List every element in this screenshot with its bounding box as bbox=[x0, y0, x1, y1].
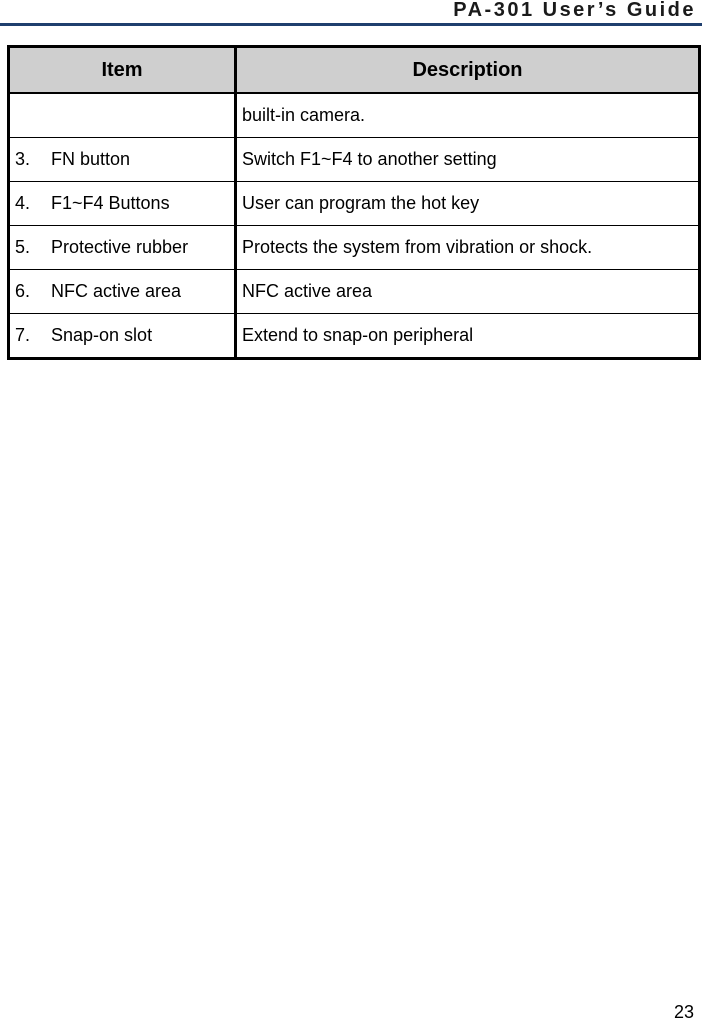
table-cell-description: NFC active area bbox=[236, 270, 700, 314]
item-label: Protective rubber bbox=[51, 237, 189, 257]
table-row bbox=[9, 226, 700, 270]
item-number: 3. bbox=[15, 149, 31, 169]
table-row bbox=[9, 182, 700, 226]
item-number: 4. bbox=[15, 193, 31, 213]
item-label: F1~F4 Buttons bbox=[51, 193, 170, 213]
column-header-description: Description bbox=[236, 47, 700, 94]
table-row bbox=[9, 138, 700, 182]
table-cell-description: User can program the hot key bbox=[236, 182, 700, 226]
table-cell-item bbox=[9, 182, 236, 226]
item-label: Snap-on slot bbox=[51, 325, 153, 345]
item-label: NFC active area bbox=[51, 281, 182, 301]
column-header-item: Item bbox=[9, 47, 236, 94]
table-cell-item bbox=[9, 93, 236, 138]
item-label: FN button bbox=[51, 149, 131, 169]
item-number: 7. bbox=[15, 325, 31, 345]
page-header-title: PA-301 User’s Guide bbox=[453, 0, 696, 21]
table-row bbox=[9, 93, 700, 138]
header-rule bbox=[0, 23, 702, 26]
table-header-row bbox=[9, 47, 700, 94]
table-cell-description: built-in camera. bbox=[236, 93, 700, 138]
table-row bbox=[9, 270, 700, 314]
table-cell-description: Protects the system from vibration or shock. bbox=[236, 226, 700, 270]
table-cell-description: Switch F1~F4 to another setting bbox=[236, 138, 700, 182]
item-number: 5. bbox=[15, 237, 31, 257]
table-cell-item bbox=[9, 226, 236, 270]
page-number: 23 bbox=[673, 1002, 694, 1022]
item-number: 6. bbox=[15, 281, 31, 301]
table-cell-item bbox=[9, 270, 236, 314]
spec-table bbox=[7, 45, 701, 360]
table-row bbox=[9, 314, 700, 359]
table-cell-description: Extend to snap-on peripheral bbox=[236, 314, 700, 359]
table-cell-item bbox=[9, 314, 236, 359]
table-cell-item bbox=[9, 138, 236, 182]
